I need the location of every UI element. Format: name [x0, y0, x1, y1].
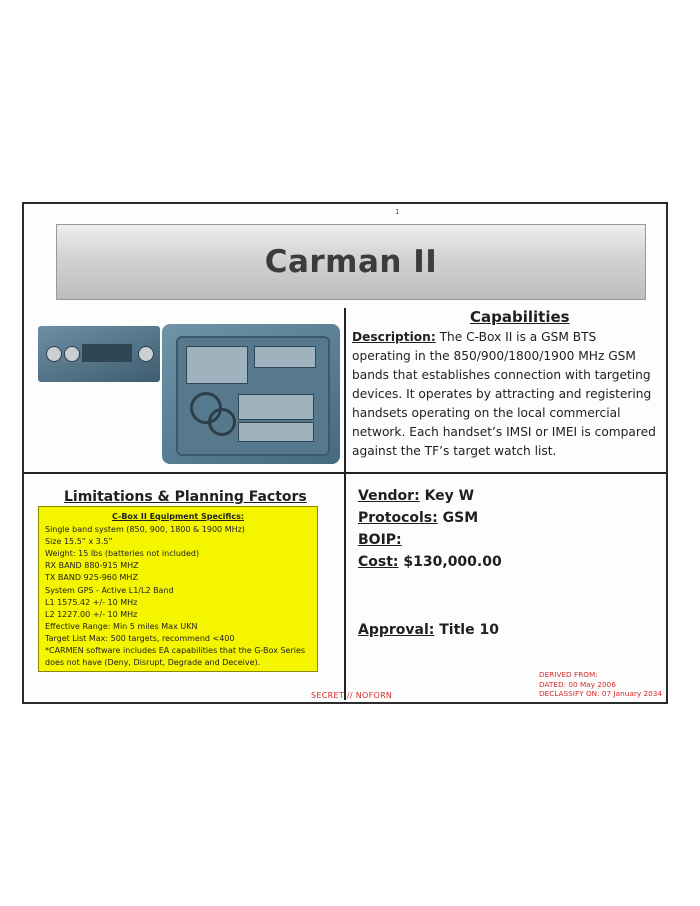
vendor-value: Key W [424, 488, 475, 504]
module-shape [238, 394, 314, 420]
approval-row [358, 622, 499, 638]
cost-value: $130,000.00 [403, 554, 502, 570]
module-shape [238, 422, 314, 442]
derived-line: DERIVED FROM: [539, 670, 598, 679]
equipment-case-photo [162, 324, 340, 464]
protocols-value: GSM [442, 510, 479, 526]
spec-line: RX BAND 880-915 MHZ [45, 561, 139, 571]
vendor-row [358, 488, 474, 504]
page-mark: 1 [395, 208, 400, 216]
vertical-divider [344, 308, 346, 700]
spec-line: *CARMEN software includes EA capabilities that the G-Box Series does not have (Deny, Disrupt, Degrade and Deceive). [45, 646, 306, 668]
panel-shape [82, 344, 132, 362]
vendor-label: Vendor: [358, 488, 420, 504]
capabilities-heading: Capabilities [470, 308, 570, 326]
derived-block [539, 670, 662, 699]
title-bar [56, 224, 646, 300]
module-shape [254, 346, 316, 368]
knob-icon [64, 346, 80, 362]
spec-box [38, 506, 318, 672]
spec-line: L2 1227.00 +/- 10 MHz [45, 609, 138, 619]
spec-line: TX BAND 925-960 MHZ [45, 573, 138, 583]
equipment-unit-photo [38, 326, 160, 382]
spec-line: Weight: 15 lbs (batteries not included) [45, 549, 200, 559]
spec-line: System GPS - Active L1/L2 Band [45, 585, 174, 595]
cost-label: Cost: [358, 554, 399, 570]
spec-heading: C-Box II Equipment Specifics: [111, 512, 245, 521]
protocols-label: Protocols: [358, 510, 438, 526]
spec-line: Effective Range: Min 5 miles Max UKN [45, 621, 198, 631]
derived-line: DECLASSIFY ON: 07 January 2034 [539, 689, 663, 698]
boip-label: BOIP: [358, 532, 402, 548]
derived-line: DATED: 00 May 2006 [539, 679, 616, 689]
spec-line: L1 1575.42 +/- 10 MHz [45, 597, 138, 607]
spec-line: Single band system (850, 900, 1800 & 1900 MHz) [45, 525, 245, 535]
classification-marking: SECRET // NOFORN [311, 691, 393, 700]
case-interior [176, 336, 330, 456]
horizontal-divider [24, 472, 666, 474]
cost-row [358, 554, 502, 570]
cable-coil-icon [208, 408, 236, 436]
spec-line: Size 15.5” x 3.5” [45, 537, 113, 547]
protocols-row [358, 510, 478, 526]
capabilities-description [352, 328, 658, 461]
description-text: The C-Box II is a GSM BTS operating in the 850/900/1800/1900 MHz GSM bands that establishes connection with targeting devices. It operates by attracting and registering handsets operating on the local commercial network. Each handset’s IMSI or IMEI is compared against the TF’s target watch list. [352, 330, 656, 458]
approval-label: Approval: [358, 622, 435, 638]
slide [22, 202, 668, 704]
knob-icon [46, 346, 62, 362]
approval-value: Title 10 [439, 622, 499, 638]
knob-icon [138, 346, 154, 362]
limitations-heading: Limitations & Planning Factors [64, 489, 307, 505]
spec-line: Target List Max: 500 targets, recommend <400 [45, 633, 235, 643]
description-label: Description: [352, 330, 436, 344]
page-title: Carman II [264, 244, 438, 280]
boip-row [358, 532, 402, 548]
module-shape [186, 346, 248, 384]
